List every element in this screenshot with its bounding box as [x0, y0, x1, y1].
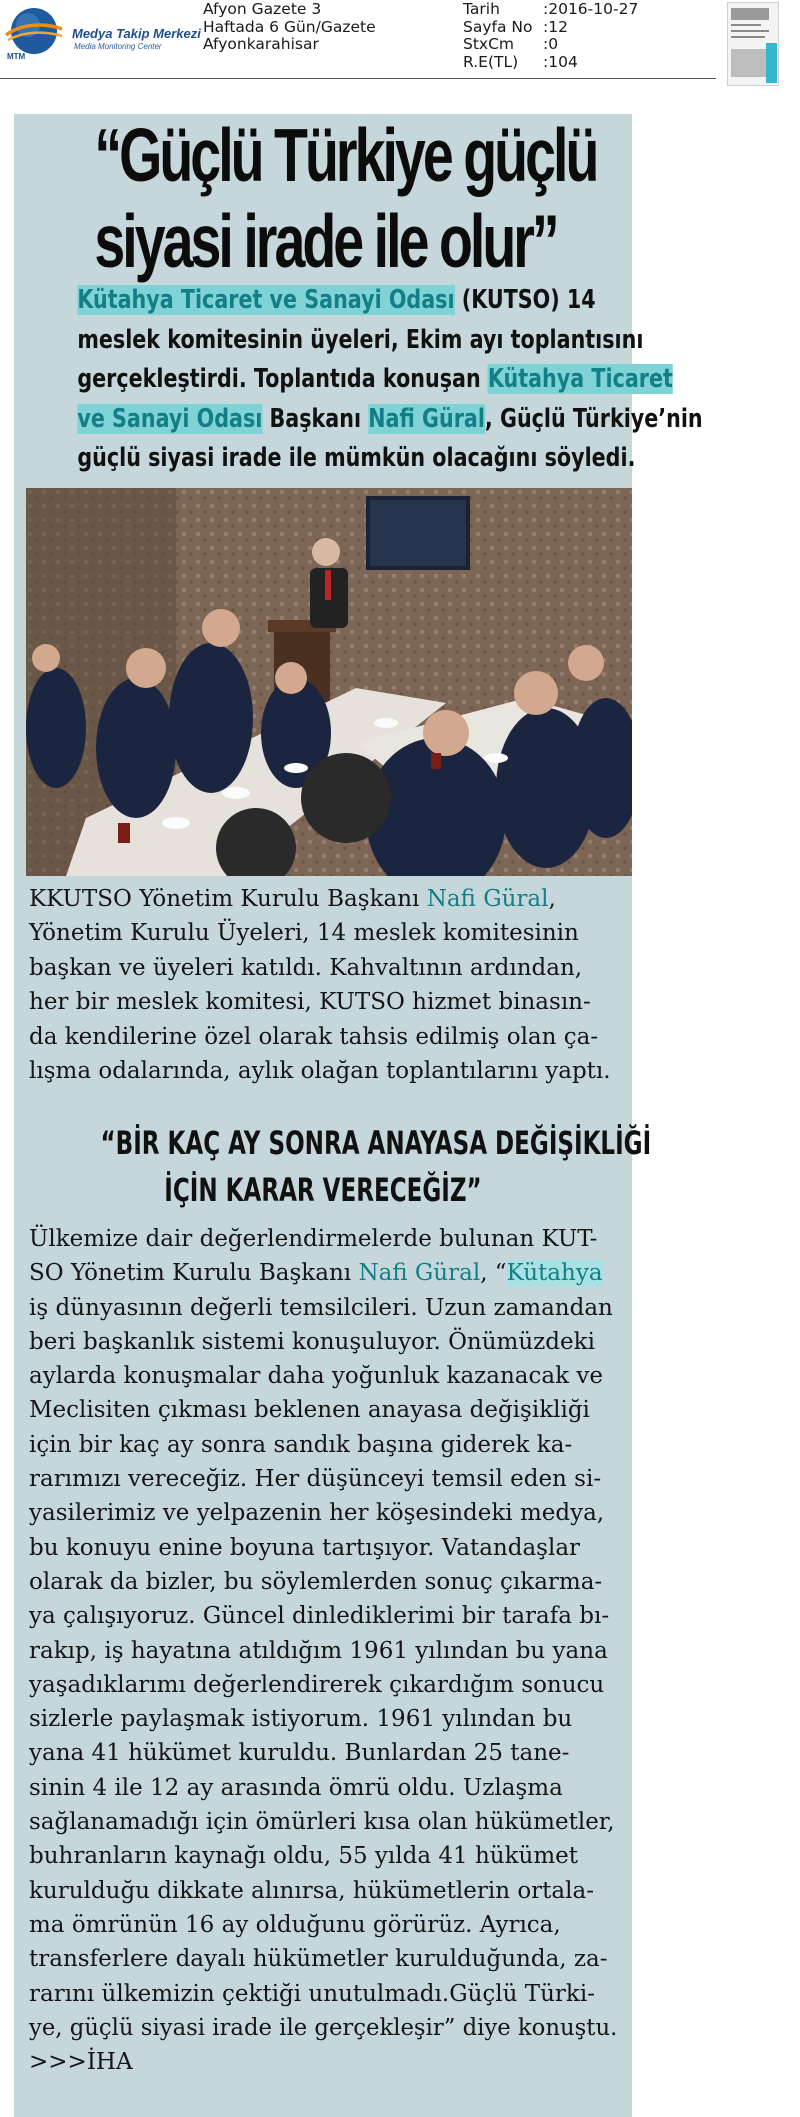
subheading-line: İÇİN KARAR VERECEĞİZ” [164, 1171, 482, 1209]
paragraph-line: transferlere dayalı hükümetler kurulduğunda, za- [29, 1946, 608, 1973]
subheading-line: “BİR KAÇ AY SONRA ANAYASA DEĞİŞİKLİĞİ [100, 1124, 652, 1162]
meta-value-page: :12 [543, 17, 568, 36]
paragraph-line: buhranların kaynağı oldu, 55 yılda 41 hükümet [29, 1843, 578, 1870]
paragraph-line: Meclisiten çıkması beklenen anayasa değişikliği [29, 1397, 590, 1424]
source-credit: >>>İHA [29, 2049, 133, 2076]
highlight-person-name: Nafi Güral [358, 1260, 481, 1287]
logo-name: Medya Takip Merkezi [72, 26, 201, 41]
paragraph-line: ye, güçlü siyasi irade ile gerçekleşir” diye konuştu. [29, 2014, 618, 2041]
highlight-org-name: Kütahya Ticaret ve Sanayi Odası [77, 285, 455, 315]
paragraph-line: sinin 4 ile 12 ay arasında ömrü oldu. Uzlaşma [29, 1774, 563, 1801]
logo-subtitle: Media Monitoring Center [74, 42, 162, 51]
highlight-org-name: Kütahya Ticaret [487, 364, 673, 394]
lead-line: Kütahya Ticaret ve Sanayi Odası (KUTSO) 14 [77, 285, 596, 315]
highlight-person-name: Nafi Güral [368, 403, 485, 434]
paragraph-line: beri başkanlık sistemi konuşuluyor. Önümüzdeki [29, 1328, 595, 1355]
paragraph-line: ya çalışıyoruz. Güncel dinlediklerimi bir tarafa bı- [29, 1603, 610, 1630]
logo-badge: MTM [7, 52, 26, 61]
paragraph-line: aylarda konuşmalar daha yoğunluk kazanacak ve [29, 1363, 603, 1390]
page-thumbnail[interactable] [727, 2, 779, 86]
lead-line: meslek komitesinin üyeleri, Ekim ayı toplantısını [77, 324, 644, 355]
paragraph-line: sağlanamadığı için ömürleri kısa olan hükümetler, [29, 1809, 615, 1836]
paragraph-line: ma ömrünün 16 ay olduğunu görürüz. Ayrıca, [29, 1911, 561, 1938]
clipping-header [0, 0, 800, 82]
publication-frequency: Haftada 6 Gün/Gazete [203, 17, 376, 36]
mtm-globe-logo-icon [4, 4, 64, 62]
article-paragraph-2 [29, 1222, 617, 2079]
meta-key: R.E(TL) [463, 52, 519, 71]
article-subheading [14, 1120, 652, 1214]
meta-value-date: :2016-10-27 [543, 0, 639, 18]
paragraph-line: sizlerle paylaşmak istiyorum. 1961 yılından bu [29, 1706, 573, 1733]
paragraph-line: olarak da bizler, bu söylemlerden sonuç çıkarma- [29, 1568, 603, 1595]
meta-key: Sayfa No [463, 17, 533, 36]
meta-keys [463, 1, 532, 71]
paragraph-line: lışma odalarında, aylık olağan toplantılarını yaptı. [29, 1058, 611, 1085]
paragraph-line: başkan ve üyeleri katıldı. Kahvaltının ardından, [29, 954, 583, 981]
paragraph-line: iş dünyasının değerli temsilcileri. Uzun zamandan [29, 1294, 613, 1321]
paragraph-line: kurulduğu dikkate alınırsa, hükümetlerin ortala- [29, 1877, 594, 1904]
paragraph-line: KKUTSO Yönetim Kurulu Başkanı Nafi Güral, [29, 886, 556, 912]
lead-line: gerçekleştirdi. Toplantıda konuşan Kütahya Ticaret [77, 364, 673, 394]
highlight-person-name: Nafi Güral [426, 886, 549, 912]
paragraph-line: rarımızı vereceğiz. Her düşünceyi temsil eden si- [29, 1466, 602, 1493]
publication-info [203, 1, 376, 54]
header-divider [0, 78, 716, 79]
paragraph-line: Ülkemize dair değerlendirmelerde bulunan KUT- [29, 1226, 598, 1252]
meta-key: StxCm [463, 35, 515, 53]
article-paragraph-1 [29, 882, 617, 1088]
publication-city: Afyonkarahisar [203, 35, 319, 53]
publication-name: Afyon Gazete 3 [203, 0, 322, 18]
paragraph-line: rarını ülkemizin çektiği unutulmadı.Güçlü Türki- [29, 1980, 595, 2007]
meeting-photo [26, 488, 632, 876]
paragraph-line: için bir kaç ay sonra sandık başına giderek ka- [29, 1431, 573, 1458]
meta-value-stxcm: :0 [543, 35, 559, 53]
paragraph-line: her bir meslek komitesi, KUTSO hizmet binasın- [29, 989, 591, 1016]
paragraph-line: yasilerimiz ve yelpazenin her köşesindeki medya, [29, 1500, 605, 1527]
headline-line: “Güçlü Türkiye güçlü [94, 113, 597, 197]
headline-line: siyasi irade ile olur” [94, 199, 557, 283]
lead-line: güçlü siyasi irade ile mümkün olacağını söyledi. [77, 443, 636, 473]
highlight-city-name: Kütahya [506, 1260, 603, 1287]
lead-line: ve Sanayi Odası Başkanı Nafi Güral, Güçlü Türkiye’nin [77, 403, 703, 434]
paragraph-line: da kendilerine özel olarak tahsis edilmiş olan ça- [29, 1023, 599, 1050]
article-lead [14, 281, 703, 479]
article-headline [94, 112, 597, 284]
meta-values [543, 1, 638, 71]
meta-key: Tarih [463, 0, 500, 18]
paragraph-line: SO Yönetim Kurulu Başkanı Nafi Güral, “Kütahya [29, 1260, 603, 1287]
paragraph-line: Yönetim Kurulu Üyeleri, 14 meslek komitesinin [29, 920, 579, 947]
highlight-org-name: ve Sanayi Odası [77, 403, 263, 434]
paragraph-line: yana 41 hükümet kuruldu. Bunlardan 25 tane- [29, 1740, 570, 1767]
paragraph-line: rakıp, iş hayatına atıldığım 1961 yılından bu yana [29, 1637, 608, 1664]
paragraph-line: yaşadıklarımı değerlendirerek çıkardığım sonucu [29, 1671, 605, 1698]
paragraph-line: bu konuyu enine boyuna tartışıyor. Vatandaşlar [29, 1534, 581, 1561]
meta-value-price: :104 [543, 52, 578, 71]
